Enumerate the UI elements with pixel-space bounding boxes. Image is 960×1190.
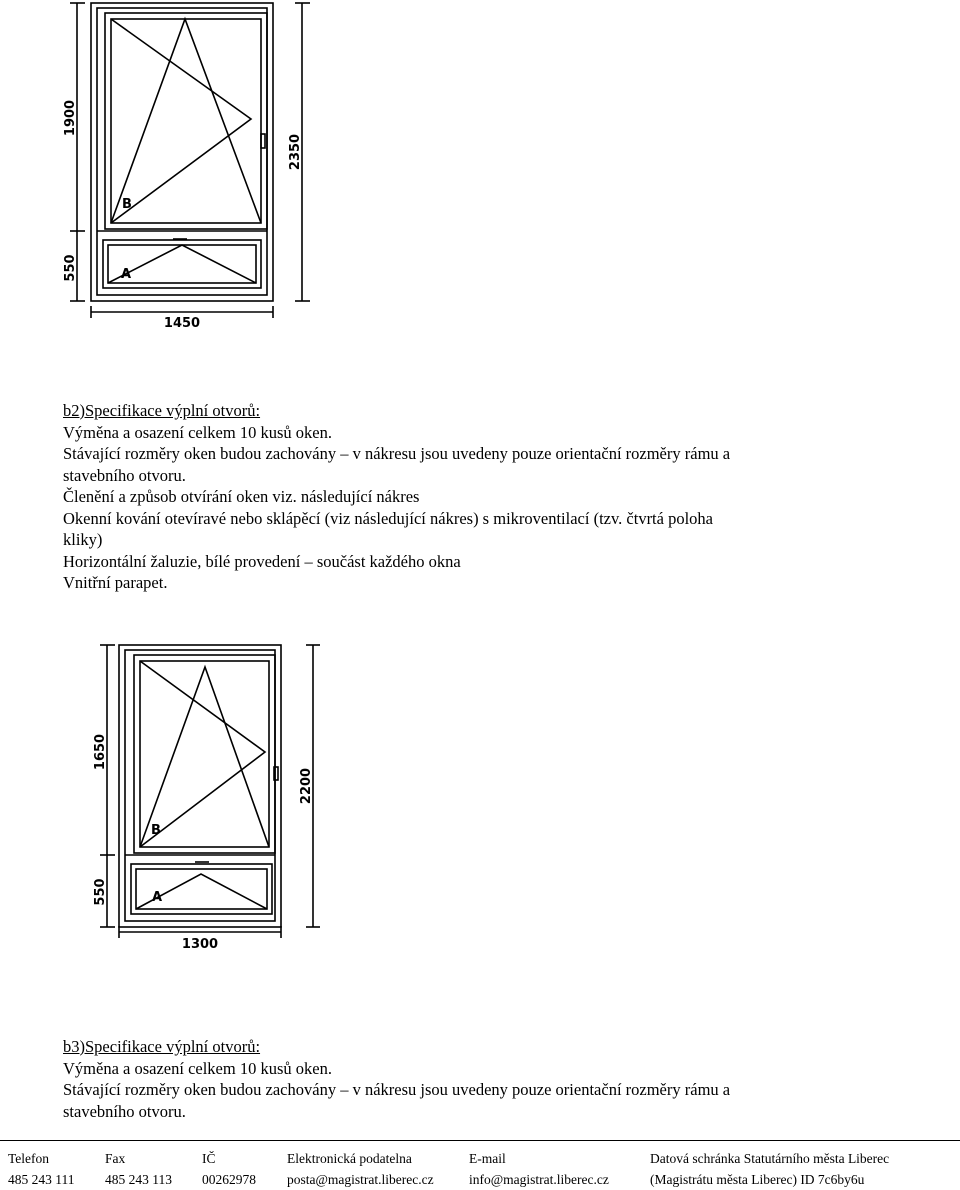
section-b2-heading-text: b2)Specifikace výplní otvorů: (63, 401, 261, 420)
section-b2-line: stavebního otvoru. (63, 465, 186, 485)
section-b3-line: Výměna a osazení celkem 10 kusů oken. (63, 1058, 332, 1078)
page-footer (0, 1138, 960, 1187)
window-1-dim-lower: 550 (63, 254, 78, 282)
section-b3-line: stavebního otvoru. (63, 1101, 186, 1121)
footer-value[interactable]: posta@magistrat.liberec.cz (287, 1172, 434, 1187)
window-1-label-b: B (122, 197, 132, 212)
section-b2 (63, 400, 730, 594)
window-2-tilt-lines (140, 667, 269, 847)
window-1-label-a: A (121, 267, 132, 282)
window-2-dim-total: 2200 (299, 767, 314, 805)
footer-label: Datová schránka Statutárního města Liberec (650, 1151, 890, 1166)
section-b2-line: Okenní kování otevíravé nebo sklápěcí (viz následující nákres) s mikroventilací (tzv. čtvrtá poloha (63, 508, 714, 528)
section-b3-heading (63, 1036, 730, 1058)
footer-value[interactable]: info@magistrat.liberec.cz (469, 1172, 609, 1187)
window-2-outer-frame (119, 645, 281, 927)
section-b2-heading (63, 400, 730, 422)
window-1-inner-frame (97, 8, 267, 295)
window-drawing-2 (85, 640, 325, 955)
window-drawing-2-svg (85, 640, 325, 955)
window-2-handle-upper (274, 767, 278, 780)
section-b2-line: Vnitřní parapet. (63, 573, 168, 592)
window-1-outer-frame (91, 3, 273, 301)
window-2-inner-frame (125, 650, 275, 921)
footer-label: Elektronická podatelna (287, 1151, 412, 1166)
window-2-lower-sash (131, 864, 272, 914)
footer-value: 00262978 (202, 1172, 256, 1187)
section-b2-line: Stávající rozměry oken budou zachovány – v nákresu jsou uvedeny pouze orientační rozměry rámu a (63, 444, 731, 463)
section-b2-line: Členění a způsob otvírání oken viz. následující nákres (63, 487, 420, 506)
window-1-handle-upper (261, 134, 265, 148)
section-b2-line: Výměna a osazení celkem 10 kusů oken. (63, 422, 332, 442)
section-b2-line: Horizontální žaluzie, bílé provedení – součást každého okna (63, 551, 461, 571)
window-1-upper-glass (111, 19, 261, 223)
window-drawing-1 (55, 0, 315, 330)
window-1-dim-upper: 1900 (63, 99, 78, 137)
window-1-turn-lines (111, 19, 251, 223)
window-2-dim-width: 1300 (181, 937, 219, 952)
window-2-dim-upper: 1650 (93, 733, 108, 771)
section-b3 (63, 1036, 730, 1122)
footer-label: E-mail (469, 1151, 506, 1166)
window-drawing-1-svg (55, 0, 315, 330)
section-b2-line: kliky) (63, 530, 103, 549)
window-1-tilt-lines (111, 19, 261, 223)
section-b3-heading-text: b3)Specifikace výplní otvorů: (63, 1037, 261, 1056)
footer-value: 485 243 113 (105, 1172, 172, 1187)
window-2-label-a: A (152, 890, 163, 905)
window-2-label-b: B (151, 823, 161, 838)
window-2-turn-lines (140, 661, 265, 847)
footer-label: Fax (105, 1151, 126, 1166)
window-2-dim-lower: 550 (93, 878, 108, 906)
footer-value: (Magistrátu města Liberec) ID 7c6by6u (650, 1172, 865, 1187)
window-1-dim-width: 1450 (163, 316, 201, 330)
footer-value: 485 243 111 (8, 1172, 75, 1187)
footer-label: Telefon (8, 1151, 50, 1166)
footer-label: IČ (202, 1151, 216, 1166)
window-2-upper-glass (140, 661, 269, 847)
window-1-dim-total: 2350 (288, 133, 303, 171)
section-b3-line: Stávající rozměry oken budou zachovány – v nákresu jsou uvedeny pouze orientační rozměry rámu a (63, 1080, 731, 1099)
footer-divider (0, 1140, 960, 1141)
